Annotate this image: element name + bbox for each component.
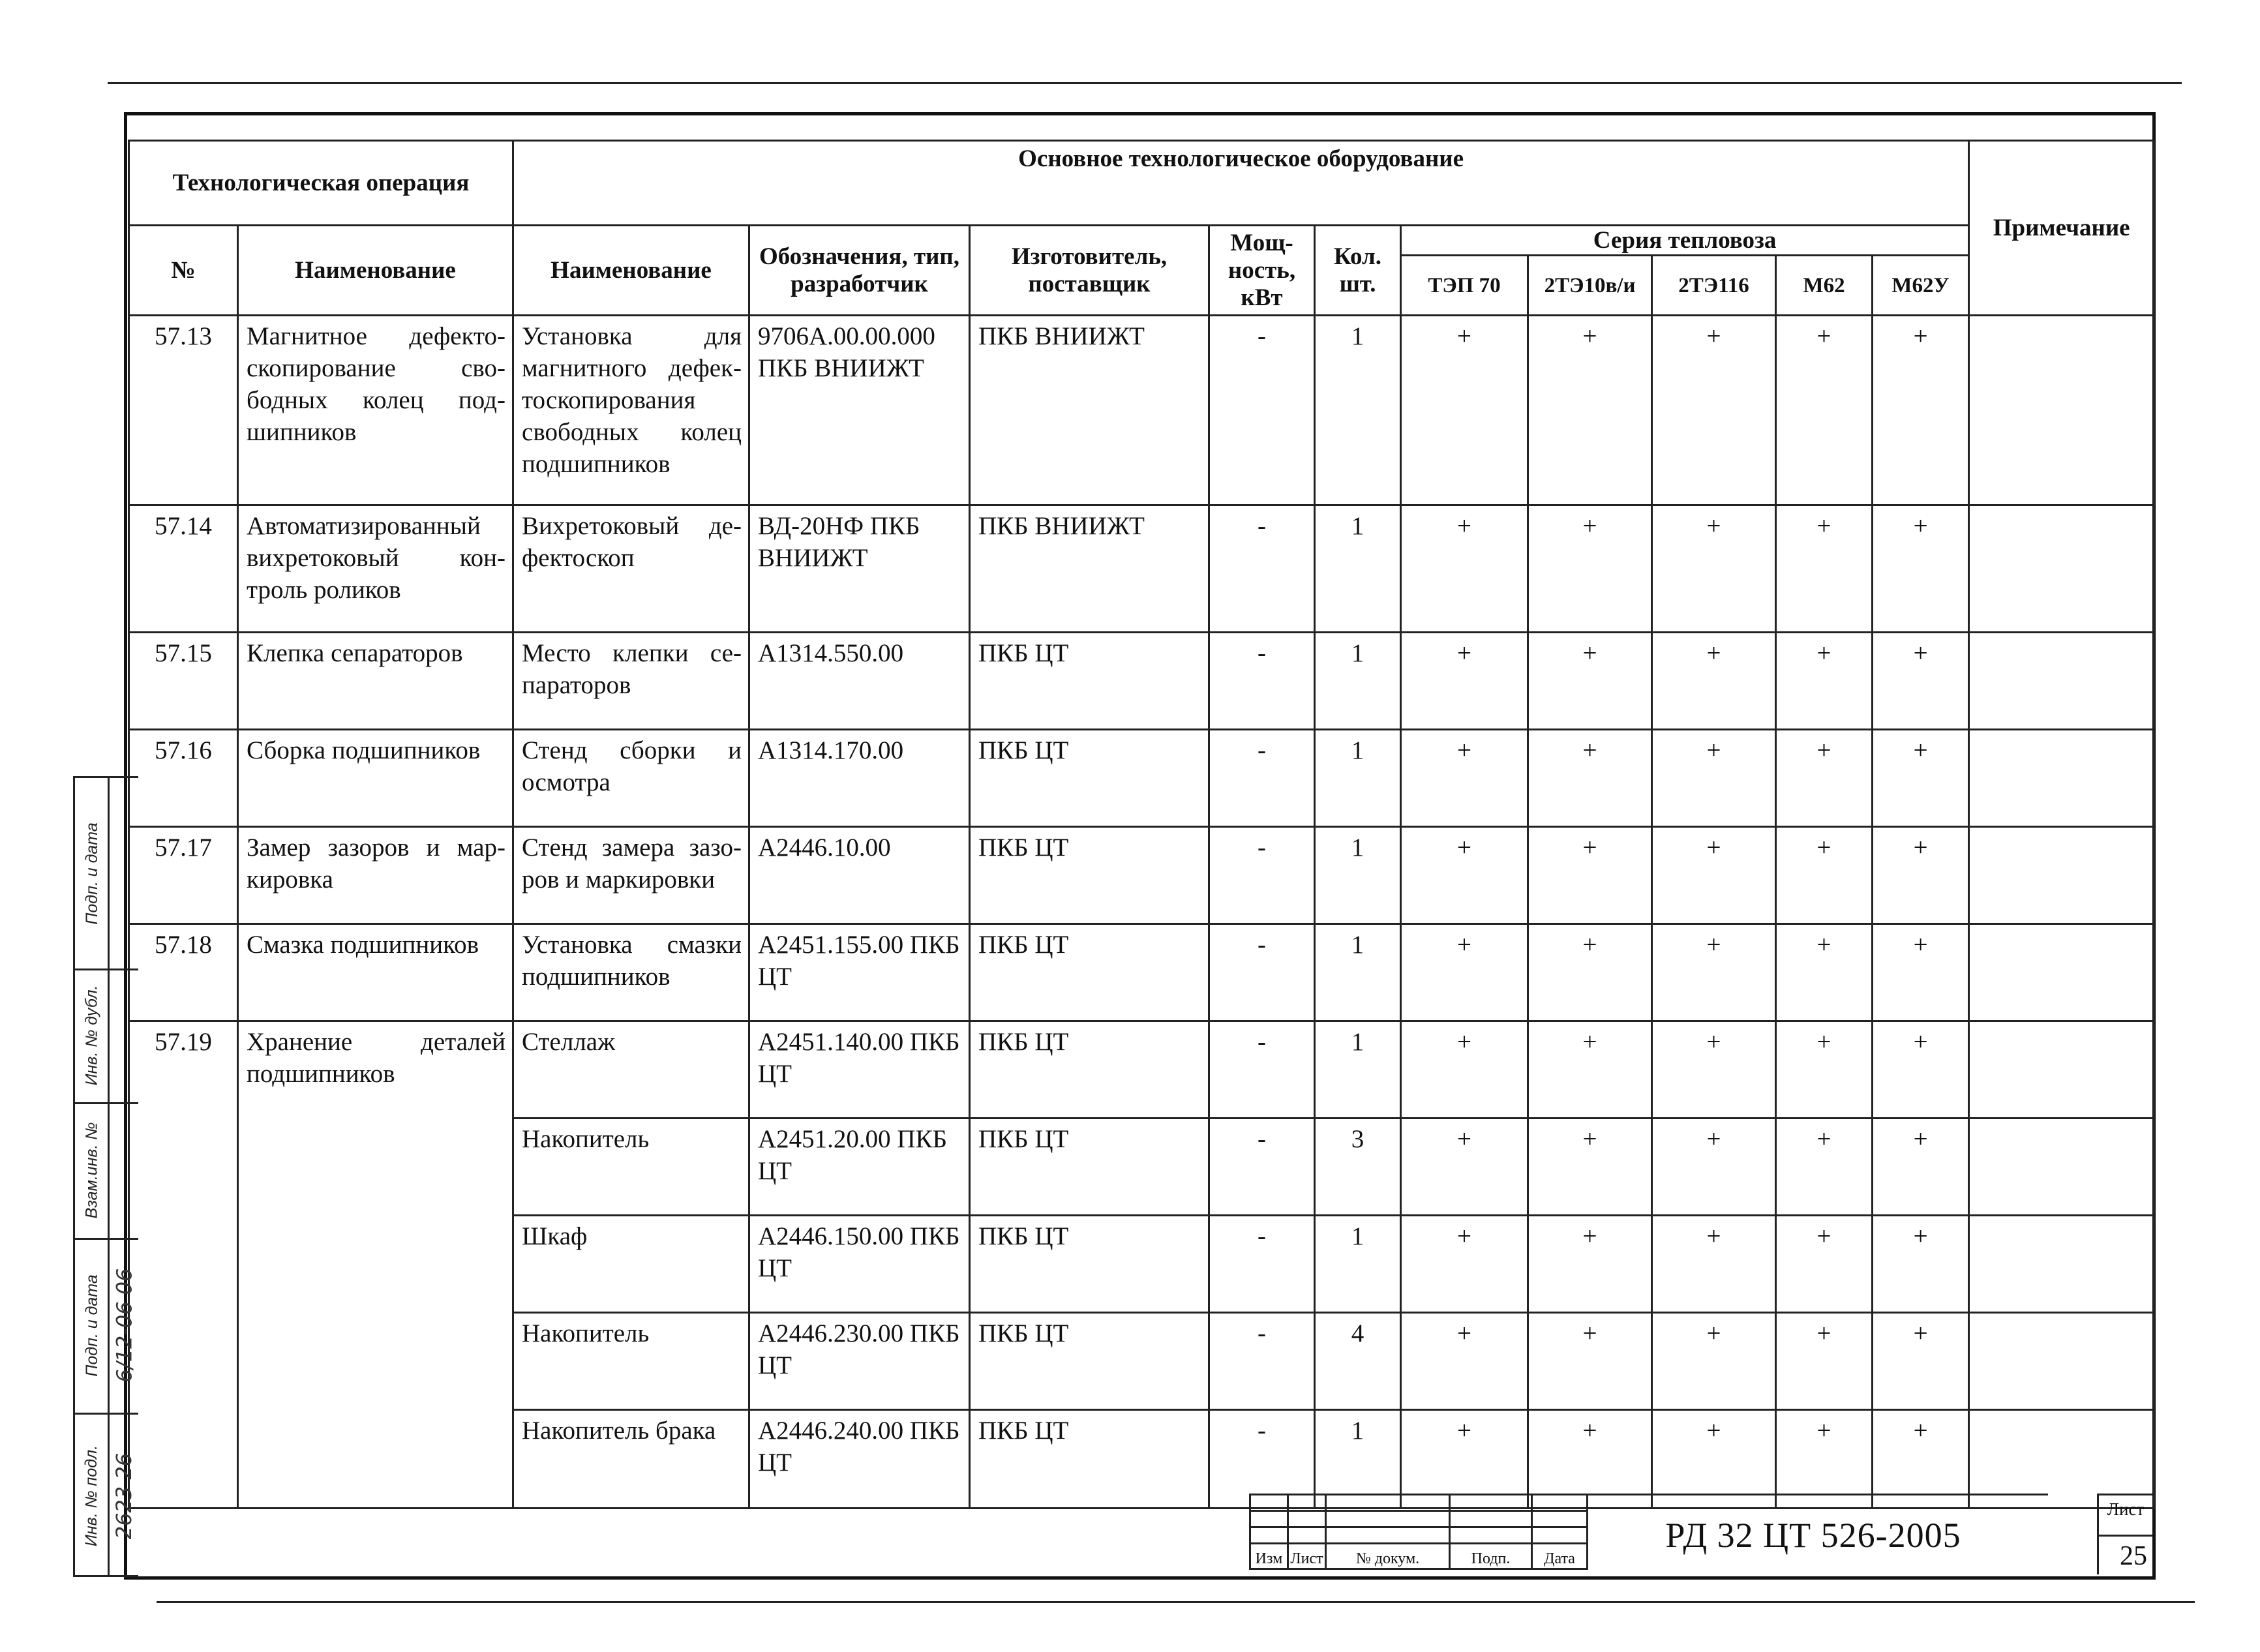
header-col-no: №	[129, 226, 238, 316]
header-series-group: Серия тепловоза	[1401, 226, 1969, 256]
equipment-name: Стеллаж	[513, 1021, 749, 1119]
table-row	[129, 924, 2154, 1021]
operation-name: Автоматизированный вихретоковый кон-троль роликов	[238, 505, 513, 633]
document-code: РД 32 ЦТ 526-2005	[1578, 1494, 2048, 1574]
operation-name: Замер зазоров и мар-кировка	[238, 827, 513, 924]
series-mark: +	[1776, 1313, 1873, 1410]
equipment-name: Накопитель	[513, 1313, 749, 1410]
header-series-2te10: 2ТЭ10в/и	[1528, 256, 1652, 316]
series-mark: +	[1776, 1410, 1873, 1509]
bottom-scan-line	[157, 1601, 2195, 1603]
series-mark: +	[1401, 1313, 1528, 1410]
series-mark: +	[1528, 730, 1652, 827]
manufacturer: ПКБ ЦТ	[970, 827, 1209, 924]
designation: ВД-20НФ ПКБ ВНИИЖТ	[749, 505, 970, 633]
header-col-designation: Обозначения, тип, разработчик	[749, 226, 970, 316]
manufacturer: ПКБ ЦТ	[970, 1410, 1209, 1509]
header-series-m62u: М62У	[1873, 256, 1969, 316]
series-mark: +	[1873, 316, 1969, 505]
equipment-name: Стенд сборки и осмотра	[513, 730, 749, 827]
quantity: 1	[1315, 505, 1401, 633]
row-no: 57.17	[129, 827, 238, 924]
power: -	[1209, 505, 1315, 633]
series-mark: +	[1528, 924, 1652, 1021]
side-label-replace-inv: Взам.инв. №	[82, 1122, 101, 1218]
series-mark: +	[1652, 1313, 1776, 1410]
manufacturer: ПКБ ЦТ	[970, 1119, 1209, 1216]
series-mark: +	[1873, 1216, 1969, 1313]
sheet-number: 25	[2099, 1535, 2152, 1576]
equipment-name: Накопитель	[513, 1119, 749, 1216]
stamp-label-sheet: Лист	[1288, 1544, 1326, 1569]
quantity: 4	[1315, 1313, 1401, 1410]
table-row	[129, 505, 2154, 633]
quantity: 1	[1315, 316, 1401, 505]
power: -	[1209, 1021, 1315, 1119]
quantity: 1	[1315, 633, 1401, 730]
note-cell	[1969, 1313, 2154, 1410]
series-mark: +	[1873, 1313, 1969, 1410]
side-stamp-strip	[73, 776, 138, 1577]
operation-name: Смазка подшипников	[238, 924, 513, 1021]
series-mark: +	[1652, 505, 1776, 633]
series-mark: +	[1776, 1216, 1873, 1313]
quantity: 1	[1315, 730, 1401, 827]
series-mark: +	[1652, 1410, 1776, 1509]
series-mark: +	[1776, 827, 1873, 924]
equipment-name: Установка смазки подшипников	[513, 924, 749, 1021]
manufacturer: ПКБ ВНИИЖТ	[970, 505, 1209, 633]
quantity: 1	[1315, 924, 1401, 1021]
table-row	[129, 633, 2154, 730]
equipment-name: Место клепки се-параторов	[513, 633, 749, 730]
header-note: Примечание	[1969, 141, 2154, 316]
designation: А2446.10.00	[749, 827, 970, 924]
series-mark: +	[1401, 1410, 1528, 1509]
table-row	[129, 316, 2154, 505]
series-mark: +	[1528, 633, 1652, 730]
quantity: 1	[1315, 1410, 1401, 1509]
power: -	[1209, 1216, 1315, 1313]
note-cell	[1969, 1119, 2154, 1216]
power: -	[1209, 1119, 1315, 1216]
series-mark: +	[1528, 1216, 1652, 1313]
designation: А1314.170.00	[749, 730, 970, 827]
title-block	[1249, 1494, 2152, 1578]
quantity: 1	[1315, 1021, 1401, 1119]
side-label-sign-date-1: Подп. и дата	[82, 822, 101, 925]
row-no: 57.14	[129, 505, 238, 633]
series-mark: +	[1401, 827, 1528, 924]
table-row	[129, 1021, 2154, 1119]
table-row	[129, 827, 2154, 924]
header-main-equipment: Основное технологическое оборудование	[513, 141, 1969, 226]
quantity: 3	[1315, 1119, 1401, 1216]
power: -	[1209, 316, 1315, 505]
series-mark: +	[1776, 1119, 1873, 1216]
series-mark: +	[1776, 1021, 1873, 1119]
side-label-dup-inv: Инв. № дубл.	[82, 985, 101, 1086]
series-mark: +	[1528, 1119, 1652, 1216]
power: -	[1209, 730, 1315, 827]
equipment-name: Накопитель брака	[513, 1410, 749, 1509]
series-mark: +	[1401, 1216, 1528, 1313]
power: -	[1209, 633, 1315, 730]
series-mark: +	[1528, 1313, 1652, 1410]
manufacturer: ПКБ ЦТ	[970, 1313, 1209, 1410]
note-cell	[1969, 1021, 2154, 1119]
header-col-eq-name: Наименование	[513, 226, 749, 316]
note-cell	[1969, 633, 2154, 730]
quantity: 1	[1315, 1216, 1401, 1313]
stamp-label-change: Изм	[1250, 1544, 1288, 1569]
header-col-manufacturer: Изготовитель, поставщик	[970, 226, 1209, 316]
series-mark: +	[1401, 1021, 1528, 1119]
series-mark: +	[1873, 633, 1969, 730]
manufacturer: ПКБ ЦТ	[970, 633, 1209, 730]
note-cell	[1969, 1216, 2154, 1313]
series-mark: +	[1401, 505, 1528, 633]
designation: А2451.140.00 ПКБ ЦТ	[749, 1021, 970, 1119]
designation: А2446.240.00 ПКБ ЦТ	[749, 1410, 970, 1509]
stamp-label-signature: Подп.	[1450, 1544, 1532, 1569]
header-series-m62: М62	[1776, 256, 1873, 316]
note-cell	[1969, 316, 2154, 505]
header-col-op-name: Наименование	[238, 226, 513, 316]
series-mark: +	[1873, 505, 1969, 633]
series-mark: +	[1652, 924, 1776, 1021]
revision-stamp-grid	[1249, 1494, 1588, 1570]
series-mark: +	[1528, 316, 1652, 505]
operation-name: Сборка подшипников	[238, 730, 513, 827]
header-series-tep70: ТЭП 70	[1401, 256, 1528, 316]
series-mark: +	[1776, 505, 1873, 633]
series-mark: +	[1528, 505, 1652, 633]
series-mark: +	[1873, 1021, 1969, 1119]
series-mark: +	[1528, 827, 1652, 924]
series-mark: +	[1873, 730, 1969, 827]
note-cell	[1969, 924, 2154, 1021]
series-mark: +	[1776, 924, 1873, 1021]
manufacturer: ПКБ ЦТ	[970, 924, 1209, 1021]
series-mark: +	[1652, 1119, 1776, 1216]
equipment-table	[128, 140, 2155, 1509]
series-mark: +	[1873, 1410, 1969, 1509]
handwritten-inv-number: 2623 26	[112, 1452, 137, 1539]
header-col-qty: Кол. шт.	[1315, 226, 1401, 316]
quantity: 1	[1315, 827, 1401, 924]
designation: А2451.155.00 ПКБ ЦТ	[749, 924, 970, 1021]
header-col-power: Мощ-ность, кВт	[1209, 226, 1315, 316]
handwritten-date: 6/12-06 06	[112, 1268, 137, 1383]
row-no: 57.15	[129, 633, 238, 730]
note-cell	[1969, 827, 2154, 924]
stamp-label-doc-no: № докум.	[1326, 1544, 1450, 1569]
note-cell	[1969, 730, 2154, 827]
row-no: 57.19	[129, 1021, 238, 1509]
series-mark: +	[1776, 316, 1873, 505]
series-mark: +	[1528, 1410, 1652, 1509]
operation-name: Клепка сепараторов	[238, 633, 513, 730]
sheet-label: Лист	[2107, 1499, 2145, 1519]
header-tech-operation: Технологическая операция	[129, 141, 513, 226]
power: -	[1209, 924, 1315, 1021]
row-no: 57.18	[129, 924, 238, 1021]
top-scan-line	[108, 82, 2182, 84]
manufacturer: ПКБ ЦТ	[970, 730, 1209, 827]
designation: А2446.150.00 ПКБ ЦТ	[749, 1216, 970, 1313]
equipment-name: Установка для магнитного дефек-тоскопирования свободных колец подшипников	[513, 316, 749, 505]
designation: А1314.550.00	[749, 633, 970, 730]
series-mark: +	[1652, 1021, 1776, 1119]
series-mark: +	[1776, 730, 1873, 827]
note-cell	[1969, 505, 2154, 633]
side-label-sign-date-2: Подп. и дата	[82, 1274, 101, 1377]
series-mark: +	[1652, 730, 1776, 827]
series-mark: +	[1873, 924, 1969, 1021]
power: -	[1209, 1410, 1315, 1509]
stamp-label-date: Дата	[1532, 1544, 1588, 1569]
series-mark: +	[1776, 633, 1873, 730]
series-mark: +	[1652, 827, 1776, 924]
power: -	[1209, 827, 1315, 924]
designation: А2451.20.00 ПКБ ЦТ	[749, 1119, 970, 1216]
table-row	[129, 730, 2154, 827]
series-mark: +	[1528, 1021, 1652, 1119]
row-no: 57.13	[129, 316, 238, 505]
designation: 9706А.00.00.000 ПКБ ВНИИЖТ	[749, 316, 970, 505]
row-no: 57.16	[129, 730, 238, 827]
series-mark: +	[1401, 633, 1528, 730]
series-mark: +	[1401, 1119, 1528, 1216]
operation-name: Магнитное дефекто-скопирование сво-бодных колец под-шипников	[238, 316, 513, 505]
designation: А2446.230.00 ПКБ ЦТ	[749, 1313, 970, 1410]
manufacturer: ПКБ ЦТ	[970, 1216, 1209, 1313]
series-mark: +	[1401, 730, 1528, 827]
side-label-orig-inv: Инв. № подл.	[82, 1445, 101, 1547]
sheet-box	[2097, 1494, 2152, 1574]
series-mark: +	[1401, 924, 1528, 1021]
series-mark: +	[1652, 633, 1776, 730]
header-series-2te116: 2ТЭ116	[1652, 256, 1776, 316]
operation-name: Хранение деталей подшипников	[238, 1021, 513, 1509]
series-mark: +	[1873, 1119, 1969, 1216]
equipment-name: Стенд замера зазо-ров и маркировки	[513, 827, 749, 924]
equipment-name: Вихретоковый де-фектоскоп	[513, 505, 749, 633]
equipment-name: Шкаф	[513, 1216, 749, 1313]
manufacturer: ПКБ ВНИИЖТ	[970, 316, 1209, 505]
series-mark: +	[1652, 1216, 1776, 1313]
series-mark: +	[1652, 316, 1776, 505]
manufacturer: ПКБ ЦТ	[970, 1021, 1209, 1119]
series-mark: +	[1873, 827, 1969, 924]
power: -	[1209, 1313, 1315, 1410]
series-mark: +	[1401, 316, 1528, 505]
